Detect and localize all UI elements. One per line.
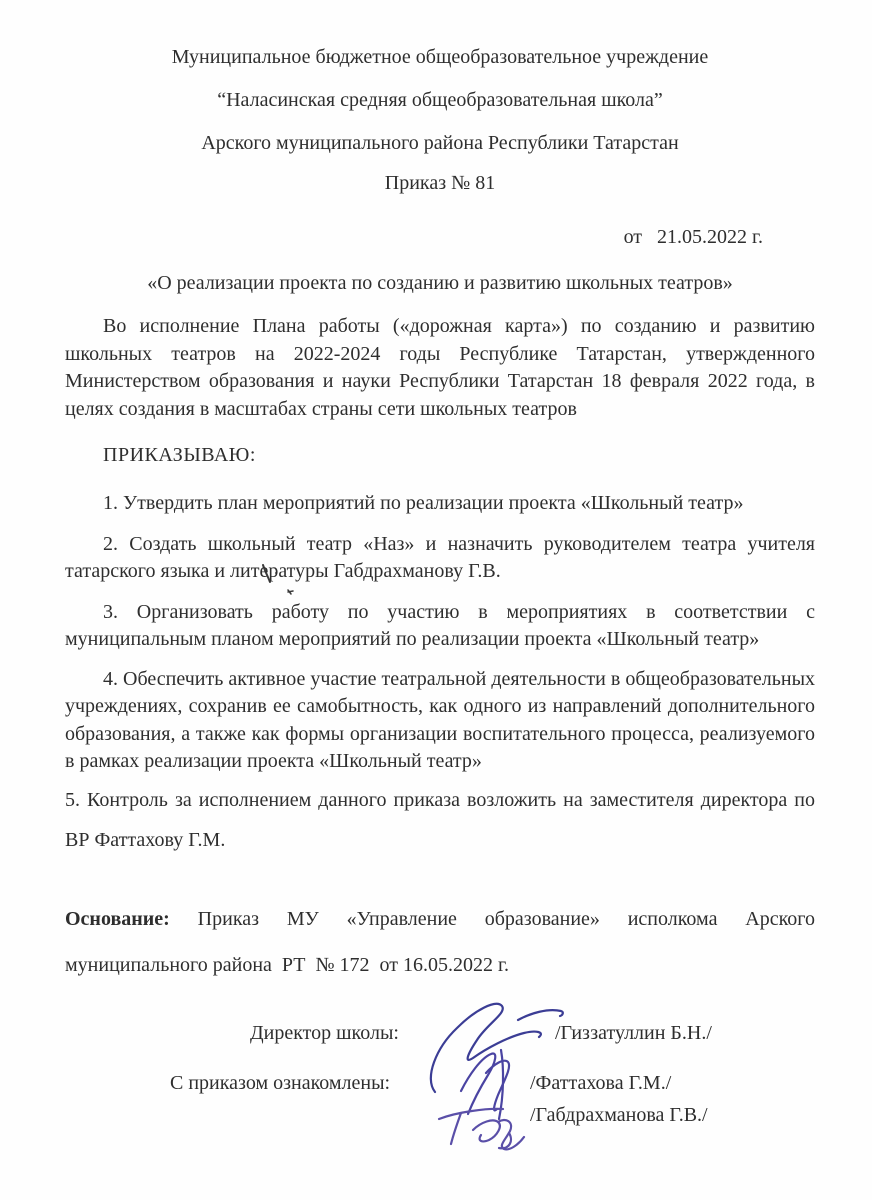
order-subject: «О реализации проекта по созданию и развитию школьных театров» (147, 272, 733, 294)
order-item-2: 2. Создать школьный театр «Наз» и назначить руководителем театра учителя татарского языка и литературы Габдрахманову Г.В. (65, 532, 815, 582)
order-item-5: 5. Контроль за исполнением данного приказа возложить на заместителя директора по ВР Фаттахову Г.М. (65, 788, 815, 851)
signature-block (65, 1014, 815, 1164)
acknowledged-name-1: /Фаттахова Г.М./ (530, 1071, 672, 1094)
order-item-3: 3. Организовать работу по участию в мероприятиях в соответствии с муниципальным планом мероприятий по реализации проекта «Школьный театр» (65, 600, 815, 650)
acknowledged-signature-1 (453, 1047, 515, 1122)
acknowledged-signature-2 (435, 1098, 530, 1153)
basis-paragraph (65, 896, 820, 988)
order-item-1: 1. Утвердить план мероприятий по реализации проекта «Школьный театр» (103, 492, 744, 514)
order-date: от 21.05.2022 г. (623, 226, 763, 248)
director-name: /Гиззатуллин Б.Н./ (555, 1021, 712, 1044)
org-name-line-2: “Наласинская средняя общеобразовательная школа” (217, 89, 663, 111)
preamble-paragraph: Во исполнение Плана работы («дорожная карта») по созданию и развитию школьных театров на 2022-2024 годы Республике Татарстан, утвержденного Министерством образования и науки Республики Татарстан 18 февраля 2022 года, в целях создания в масштабах страны сети школьных театров (65, 315, 815, 420)
basis-label: Основание: (65, 907, 170, 930)
document-body (65, 0, 820, 1164)
order-item-4: 4. Обеспечить активное участие театральной деятельности в общеобразовательных учреждениях, сохранив ее самобытность, как одного из направлений дополнительного образования, а также как формы организации воспитательного процесса, реализуемого в рамках реализации проекта «Школьный театр» (65, 667, 815, 772)
org-name-line-1: Муниципальное бюджетное общеобразовательное учреждение (171, 46, 709, 68)
director-label: Директор школы: (250, 1021, 399, 1044)
acknowledged-label: С приказом ознакомлены: (170, 1071, 391, 1094)
order-number: Приказ № 81 (384, 172, 496, 194)
decree-word: ПРИКАЗЫВАЮ: (103, 444, 256, 466)
basis-text: Приказ МУ «Управление образование» исполкома Арского муниципального района РТ № 172 от 16.05.2022 г. (65, 907, 820, 976)
org-name-line-3: Арского муниципального района Республики Татарстан (201, 132, 679, 154)
acknowledged-name-2: /Габдрахманова Г.В./ (530, 1103, 708, 1126)
